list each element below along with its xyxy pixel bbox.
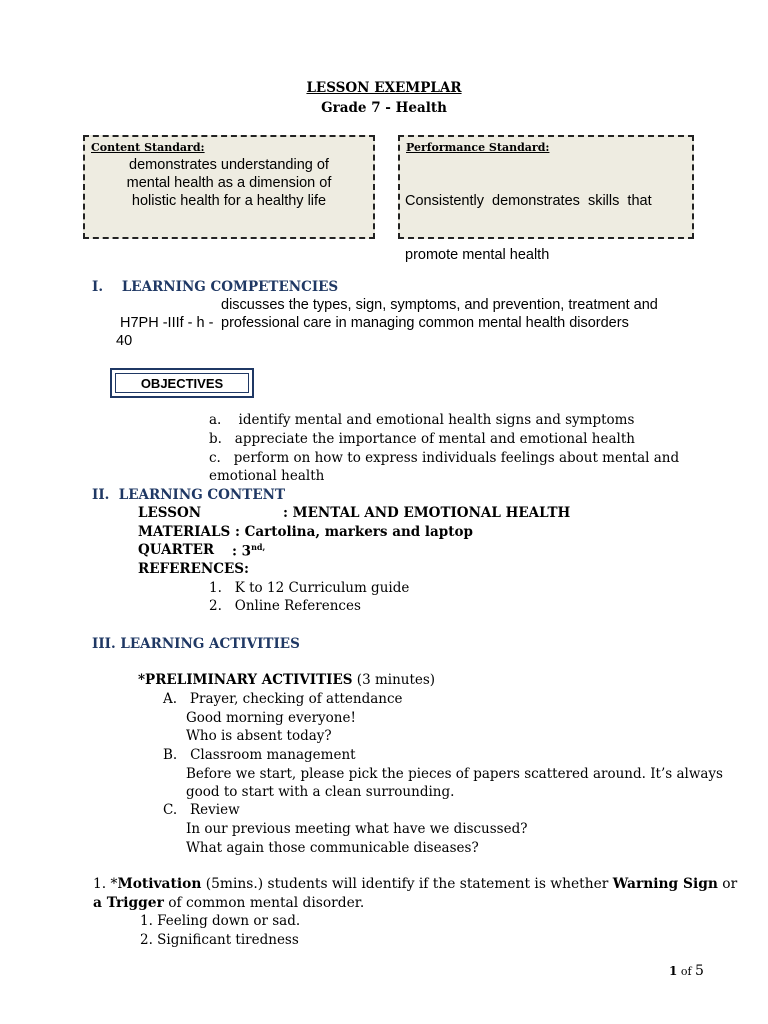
competency-line-1: discusses the types, sign, symptoms, and prevention, treatment and (221, 297, 658, 313)
objective-c: c. perform on how to express individuals feelings about mental and (209, 450, 680, 466)
activity-c: C. Review (163, 802, 240, 818)
activity-a-line-2: Who is absent today? (186, 728, 332, 744)
reference-1: 1. K to 12 Curriculum guide (209, 580, 410, 596)
content-heading: II. LEARNING CONTENT (92, 487, 285, 503)
content-standard-label: Content Standard: (91, 141, 205, 154)
quarter-label: QUARTER (138, 542, 215, 558)
activity-b-line-1: Before we start, please pick the pieces of papers scattered around. It’s always (186, 766, 723, 782)
objectives-box (110, 368, 254, 398)
references-label: REFERENCES: (138, 561, 249, 577)
document-title: LESSON EXEMPLAR (306, 80, 462, 96)
quarter-value: : $3^{nd,}$ (232, 542, 266, 560)
page-number: 1 of 5 (669, 963, 704, 979)
motivation-line-2: a Trigger of common mental disorder. (93, 895, 365, 911)
document-subtitle: Grade 7 - Health (321, 100, 447, 116)
reference-2: 2. Online References (209, 598, 361, 614)
content-standard-box (83, 135, 375, 239)
competency-number: 40 (116, 333, 133, 349)
lesson-label: LESSON (138, 505, 202, 521)
objective-b: b. appreciate the importance of mental and emotional health (209, 431, 635, 447)
objective-a: a. identify mental and emotional health signs and symptoms (209, 412, 635, 428)
preliminary-activities: *PRELIMINARY ACTIVITIES (3 minutes) (138, 672, 436, 688)
objective-c-cont: emotional health (209, 468, 325, 484)
competencies-heading: I. LEARNING COMPETENCIES (92, 279, 339, 295)
motivation-item-2: 2. Significant tiredness (140, 932, 299, 948)
activity-c-line-2: What again those communicable diseases? (186, 840, 479, 856)
objectives-label: OBJECTIVES (115, 373, 249, 393)
activity-c-line-1: In our previous meeting what have we discussed? (186, 821, 528, 837)
materials: MATERIALS : Cartolina, markers and laptop (138, 524, 473, 540)
activities-heading: III. LEARNING ACTIVITIES (92, 636, 300, 652)
activity-a-line-1: Good morning everyone! (186, 710, 356, 726)
performance-standard-text: Consistently demonstrates skills that promote mental health (405, 193, 652, 263)
content-standard-text: demonstrates understanding of mental health as a dimension of holistic health for a healthy life (126, 157, 332, 209)
competency-line-2: professional care in managing common mental health disorders (221, 315, 629, 331)
activity-b-line-2: good to start with a clean surrounding. (186, 784, 455, 800)
performance-standard-box (398, 135, 694, 263)
competency-code: H7PH -IIIf - h - (120, 315, 214, 331)
motivation-line-1: 1. *Motivation (5mins.) students will identify if the statement is whether Warning Sign or (93, 876, 738, 892)
activity-a: A. Prayer, checking of attendance (163, 691, 403, 707)
performance-standard-label: Performance Standard: (406, 141, 550, 154)
lesson-value: : MENTAL AND EMOTIONAL HEALTH (283, 505, 571, 521)
activity-b: B. Classroom management (163, 747, 356, 763)
motivation-item-1: 1. Feeling down or sad. (140, 913, 301, 929)
